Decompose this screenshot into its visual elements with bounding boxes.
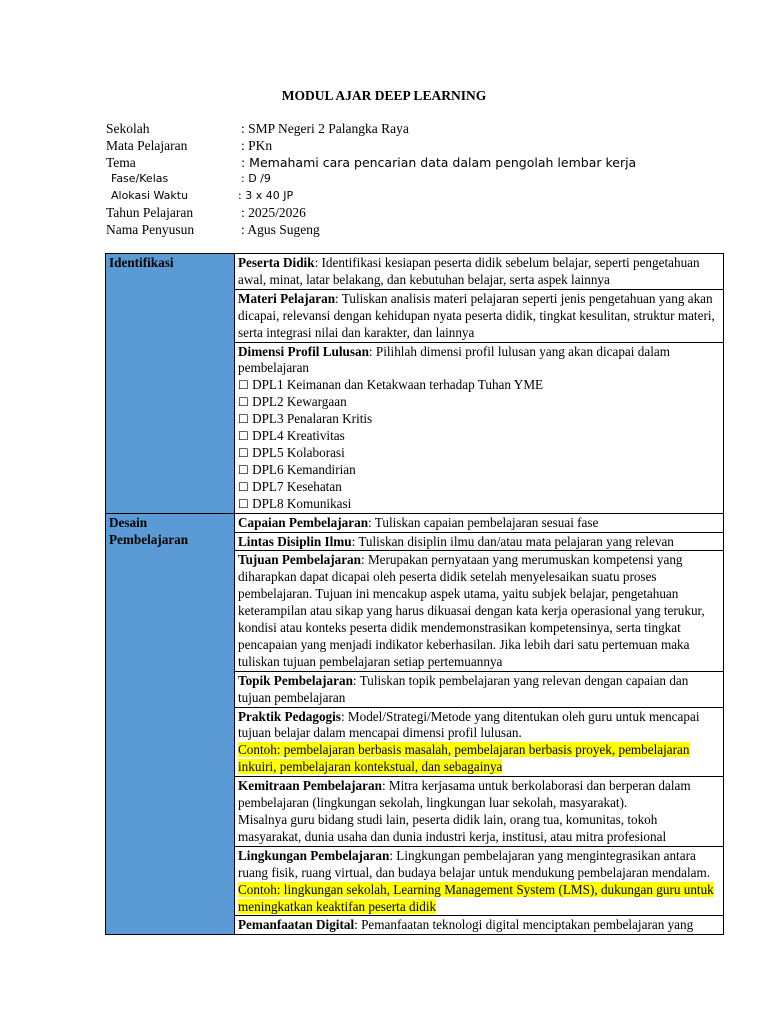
table-row: [106, 513, 724, 532]
dpl-item[interactable]: [238, 445, 720, 462]
dpl-label: DPL4 Kreativitas: [252, 428, 345, 444]
example-highlight: Contoh: pembelajaran berbasis masalah, pembelajaran berbasis proyek, pembelajaran inkuiri, pembelajaran kontekstual, dan sebagainya: [238, 742, 690, 775]
checkbox-icon[interactable]: ☐: [238, 412, 249, 427]
row-text: : Tuliskan analisis materi pelajaran seperti jenis pengetahuan yang akan dicapai, relevansi dengan kehidupan nyata peserta didik, tingkat kesulitan, struktur materi, serta integrasi nilai dan karakter, dan lainnya: [238, 290, 715, 340]
row-text: : Model/Strategi/Metode yang ditentukan oleh guru untuk mencapai tujuan belajar dalam mencapai dimensi profil lulusan.: [238, 708, 700, 741]
meta-label: Tahun Pelajaran: [106, 204, 194, 220]
section-desain: [106, 513, 235, 935]
meta-label: Sekolah: [106, 121, 150, 136]
dpl-item[interactable]: [238, 479, 720, 496]
cell-kemitraan: [235, 777, 724, 847]
section-label: Desain Pembelajaran: [109, 514, 189, 547]
meta-label: Alokasi Waktu: [111, 189, 189, 203]
row-text: : Mitra kerjasama untuk berkolaborasi dan berperan dalam pembelajaran (lingkungan sekolah, lingkungan luar sekolah, masyarakat).: [238, 778, 691, 811]
row-heading: Capaian Pembelajaran: [238, 514, 369, 530]
row-heading: Kemitraan Pembelajaran: [238, 778, 382, 794]
module-table: [105, 253, 724, 935]
meta-label: Mata Pelajaran: [106, 137, 188, 153]
cell-topik: [235, 671, 724, 707]
row-text: : Tuliskan disiplin ilmu dan/atau mata pelajaran yang relevan: [351, 533, 674, 549]
dpl-label: DPL8 Komunikasi: [252, 495, 352, 511]
document-title: MODUL AJAR DEEP LEARNING: [281, 88, 487, 103]
dpl-item[interactable]: [238, 496, 720, 513]
dpl-label: DPL2 Kewargaan: [252, 394, 347, 410]
meta-value: : PKn: [241, 137, 273, 153]
cell-lintas: [235, 532, 724, 551]
meta-value: : SMP Negeri 2 Palangka Raya: [241, 121, 409, 136]
checkbox-icon[interactable]: ☐: [238, 445, 249, 460]
row-text: : Tuliskan topik pembelajaran yang relevan dengan capaian dan tujuan pembelajaran: [238, 672, 689, 705]
cell-digital: [235, 916, 724, 935]
dpl-label: DPL6 Kemandirian: [252, 461, 356, 477]
row-text: : Tuliskan capaian pembelajaran sesuai fase: [368, 514, 599, 530]
meta-value: : 2025/2026: [241, 204, 306, 220]
table-row: [106, 254, 724, 290]
checkbox-icon[interactable]: ☐: [238, 395, 249, 410]
section-label: Identifikasi: [109, 255, 174, 270]
row-text-extra: Misalnya guru bidang studi lain, peserta didik lain, orang tua, komunitas, tokoh masyarakat, dunia usaha dan dunia industri kerja, institusi, atau mitra profesional: [238, 812, 667, 844]
row-text: : Lingkungan pembelajaran yang mengintegrasikan antara ruang fisik, ruang virtual, dan budaya belajar untuk mendukung pembelajaran mendalam.: [238, 847, 711, 880]
meta-label: Fase/Kelas: [111, 172, 169, 186]
meta-value: : Memahami cara pencarian data dalam pengolah lembar kerja: [241, 154, 637, 170]
dpl-label: DPL3 Penalaran Kritis: [252, 411, 373, 427]
dpl-label: DPL5 Kolaborasi: [252, 444, 345, 460]
cell-peserta-didik: [235, 254, 724, 290]
cell-dimensi: [235, 342, 724, 513]
meta-label: Tema: [106, 154, 136, 170]
dpl-item[interactable]: [238, 377, 720, 394]
dpl-list: [238, 377, 720, 512]
row-heading: Lingkungan Pembelajaran: [238, 847, 390, 863]
row-text: : Merupakan pernyataan yang merumuskan kompetensi yang diharapkan dapat dicapai oleh peserta didik setelah menyelesaikan suatu proses pembelajaran. Tujuan ini mencakup aspek utama, yaitu subjek belajar, pengetahuan keterampilan atau sikap yang harus dikuasai dengan kata kerja operasional yang terukur, kondisi atau konteks peserta didik mendemonstrasikan kompetensinya, serta tingkat pencapaian yang menjadi indikator keberhasilan. Jika lebih dari satu pertemuan maka tuliskan tujuan pembelajaran setiap pertemuannya: [238, 552, 705, 669]
meta-value: : Agus Sugeng: [241, 221, 320, 237]
row-heading: Materi Pelajaran: [238, 290, 336, 306]
checkbox-icon[interactable]: ☐: [238, 479, 249, 494]
checkbox-icon[interactable]: ☐: [238, 462, 249, 477]
row-text: : Pilihlah dimensi profil lulusan yang akan dicapai dalam pembelajaran: [238, 343, 670, 376]
row-heading: Topik Pembelajaran: [238, 672, 353, 688]
dpl-label: DPL7 Kesehatan: [252, 478, 342, 494]
checkbox-icon[interactable]: ☐: [238, 496, 249, 511]
meta-label: Nama Penyusun: [106, 221, 195, 237]
cell-capaian: [235, 513, 724, 532]
row-heading: Tujuan Pembelajaran: [238, 552, 361, 568]
dpl-item[interactable]: [238, 394, 720, 411]
row-heading: Dimensi Profil Lulusan: [238, 343, 369, 359]
row-text: : Identifikasi kesiapan peserta didik sebelum belajar, seperti pengetahuan awal, minat, latar belakang, dan kebutuhan belajar, serta aspek lainnya: [238, 255, 700, 287]
checkbox-icon[interactable]: ☐: [238, 429, 249, 444]
cell-lingkungan: [235, 846, 724, 916]
row-heading: Praktik Pedagogis: [238, 708, 341, 724]
example-highlight: Contoh: lingkungan sekolah, Learning Management System (LMS), dukungan guru untuk meningkatkan keaktifan peserta didik: [238, 881, 714, 914]
row-heading: Peserta Didik: [238, 255, 315, 270]
dpl-item[interactable]: [238, 462, 720, 479]
dpl-item[interactable]: [238, 428, 720, 445]
meta-value: : D /9: [241, 172, 271, 186]
cell-praktik: [235, 707, 724, 777]
dpl-label: DPL1 Keimanan dan Ketakwaan terhadap Tuhan YME: [252, 377, 544, 393]
meta-value: : 3 x 40 JP: [238, 189, 294, 203]
cell-materi: [235, 289, 724, 342]
dpl-item[interactable]: [238, 411, 720, 428]
checkbox-icon[interactable]: ☐: [238, 378, 249, 393]
row-heading: Lintas Disiplin Ilmu: [238, 533, 352, 549]
section-identifikasi: [106, 254, 235, 514]
row-heading: Pemanfaatan Digital: [238, 917, 355, 933]
cell-tujuan: [235, 551, 724, 671]
row-text: : Pemanfaatan teknologi digital menciptakan pembelajaran yang: [354, 917, 694, 933]
